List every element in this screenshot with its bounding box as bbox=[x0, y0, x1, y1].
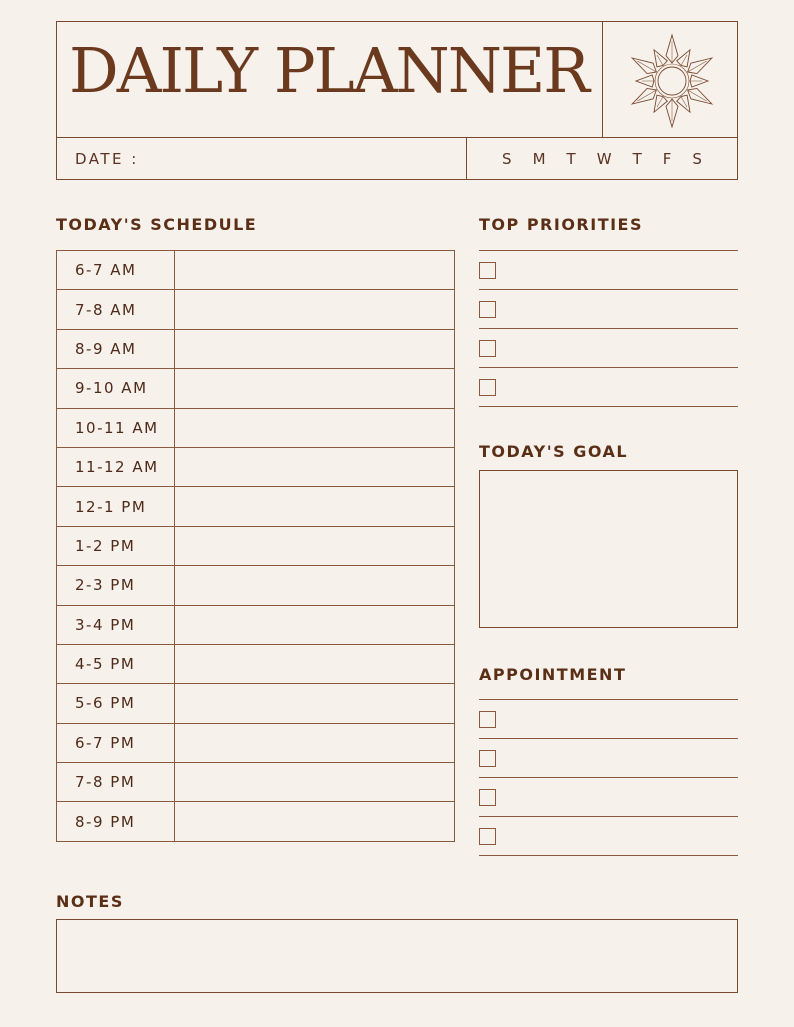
schedule-slot[interactable] bbox=[175, 605, 455, 644]
priority-item[interactable] bbox=[479, 368, 738, 407]
appointment-checkbox[interactable] bbox=[479, 711, 496, 728]
appointment-checkbox[interactable] bbox=[479, 828, 496, 845]
schedule-slot[interactable] bbox=[175, 763, 455, 802]
priority-item[interactable] bbox=[479, 251, 738, 290]
schedule-slot[interactable] bbox=[175, 251, 455, 290]
sun-cell bbox=[603, 22, 737, 138]
schedule-slot[interactable] bbox=[175, 684, 455, 723]
notes-box[interactable] bbox=[56, 919, 738, 993]
schedule-row bbox=[57, 723, 455, 762]
schedule-slot[interactable] bbox=[175, 369, 455, 408]
notes-title: NOTES bbox=[56, 892, 124, 911]
schedule-time: 4-5 PM bbox=[57, 644, 175, 683]
schedule-time: 11-12 AM bbox=[57, 447, 175, 486]
schedule-slot[interactable] bbox=[175, 290, 455, 329]
schedule-slot[interactable] bbox=[175, 447, 455, 486]
appointment-item[interactable] bbox=[479, 700, 738, 739]
schedule-time: 3-4 PM bbox=[57, 605, 175, 644]
appointment-list bbox=[479, 699, 738, 856]
appointment-checkbox[interactable] bbox=[479, 789, 496, 806]
priority-checkbox[interactable] bbox=[479, 262, 496, 279]
schedule-slot[interactable] bbox=[175, 487, 455, 526]
title-cell bbox=[57, 22, 603, 138]
schedule-slot[interactable] bbox=[175, 644, 455, 683]
schedule-row bbox=[57, 802, 455, 841]
schedule-row bbox=[57, 684, 455, 723]
schedule-time: 10-11 AM bbox=[57, 408, 175, 447]
schedule-row bbox=[57, 369, 455, 408]
schedule-time: 8-9 PM bbox=[57, 802, 175, 841]
weekday-0[interactable]: S bbox=[502, 150, 512, 168]
schedule-slot[interactable] bbox=[175, 566, 455, 605]
schedule-time: 5-6 PM bbox=[57, 684, 175, 723]
schedule-row bbox=[57, 447, 455, 486]
schedule-slot[interactable] bbox=[175, 723, 455, 762]
schedule-time: 7-8 AM bbox=[57, 290, 175, 329]
goal-title: TODAY'S GOAL bbox=[479, 442, 629, 461]
appointment-checkbox[interactable] bbox=[479, 750, 496, 767]
goal-box[interactable] bbox=[479, 470, 738, 628]
schedule-slot[interactable] bbox=[175, 526, 455, 565]
schedule-time: 1-2 PM bbox=[57, 526, 175, 565]
priority-item[interactable] bbox=[479, 290, 738, 329]
weekday-5[interactable]: F bbox=[662, 150, 672, 168]
schedule-table bbox=[56, 250, 455, 842]
sun-icon bbox=[603, 22, 737, 138]
schedule-row bbox=[57, 329, 455, 368]
weekday-4[interactable]: T bbox=[632, 150, 642, 168]
appointment-item[interactable] bbox=[479, 817, 738, 856]
weekday-3[interactable]: W bbox=[596, 150, 612, 168]
schedule-time: 6-7 AM bbox=[57, 251, 175, 290]
date-label: DATE : bbox=[75, 150, 139, 168]
schedule-slot[interactable] bbox=[175, 329, 455, 368]
schedule-row bbox=[57, 763, 455, 802]
schedule-slot[interactable] bbox=[175, 802, 455, 841]
schedule-time: 6-7 PM bbox=[57, 723, 175, 762]
schedule-time: 12-1 PM bbox=[57, 487, 175, 526]
priority-checkbox[interactable] bbox=[479, 301, 496, 318]
page-title: DAILY PLANNER bbox=[69, 34, 588, 107]
planner-header bbox=[56, 21, 738, 180]
schedule-row bbox=[57, 605, 455, 644]
schedule-row bbox=[57, 487, 455, 526]
schedule-time: 8-9 AM bbox=[57, 329, 175, 368]
schedule-row bbox=[57, 526, 455, 565]
schedule-time: 9-10 AM bbox=[57, 369, 175, 408]
schedule-title: TODAY'S SCHEDULE bbox=[56, 215, 258, 234]
schedule-row bbox=[57, 566, 455, 605]
priority-item[interactable] bbox=[479, 329, 738, 368]
weekday-1[interactable]: M bbox=[532, 150, 546, 168]
date-cell[interactable] bbox=[57, 138, 467, 180]
schedule-row bbox=[57, 644, 455, 683]
weekday-selector bbox=[467, 138, 737, 180]
weekday-6[interactable]: S bbox=[692, 150, 702, 168]
appointment-title: APPOINTMENT bbox=[479, 665, 627, 684]
schedule-time: 7-8 PM bbox=[57, 763, 175, 802]
appointment-item[interactable] bbox=[479, 778, 738, 817]
priority-checkbox[interactable] bbox=[479, 340, 496, 357]
weekday-2[interactable]: T bbox=[566, 150, 576, 168]
schedule-time: 2-3 PM bbox=[57, 566, 175, 605]
priority-checkbox[interactable] bbox=[479, 379, 496, 396]
schedule-slot[interactable] bbox=[175, 408, 455, 447]
schedule-row bbox=[57, 408, 455, 447]
schedule-row bbox=[57, 290, 455, 329]
appointment-item[interactable] bbox=[479, 739, 738, 778]
schedule-row bbox=[57, 251, 455, 290]
priorities-title: TOP PRIORITIES bbox=[479, 215, 644, 234]
priorities-list bbox=[479, 250, 738, 407]
